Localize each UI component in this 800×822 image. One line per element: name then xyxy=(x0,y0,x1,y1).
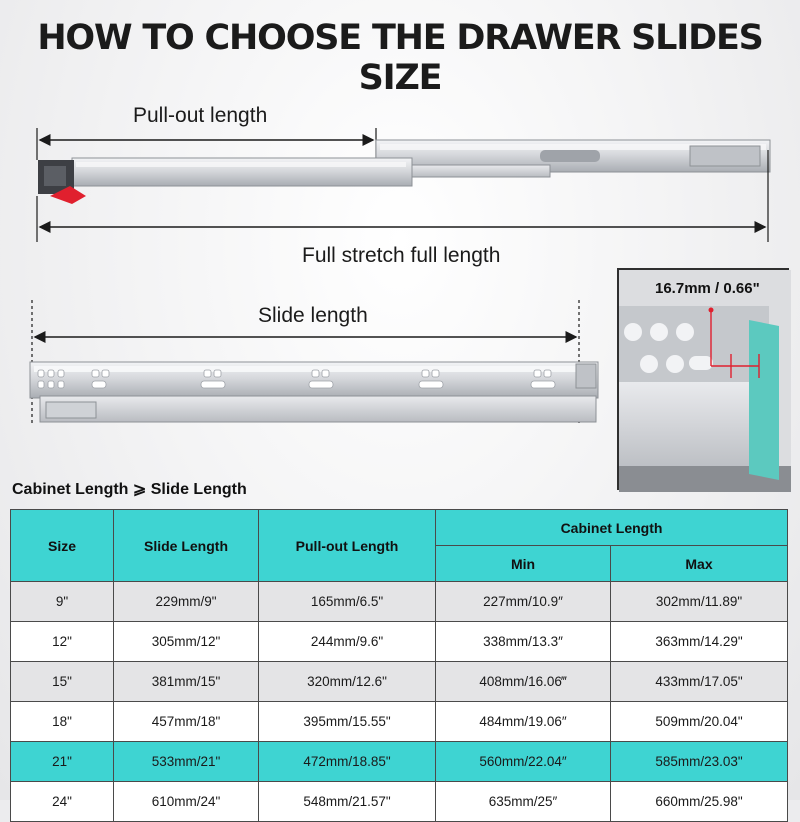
thickness-detail-inset xyxy=(617,268,789,490)
cell-slide: 610mm/24" xyxy=(114,782,259,822)
cell-pull: 395mm/15.55" xyxy=(259,702,436,742)
cell-min: 484mm/19.06″ xyxy=(436,702,611,742)
cell-slide: 229mm/9" xyxy=(114,582,259,622)
cell-max: 585mm/23.03" xyxy=(611,742,788,782)
cell-slide: 381mm/15" xyxy=(114,662,259,702)
col-header-cabinet-length: Cabinet Length xyxy=(436,510,788,546)
cell-min: 635mm/25″ xyxy=(436,782,611,822)
pull-out-dimension xyxy=(37,128,376,160)
col-header-max: Max xyxy=(611,546,788,582)
size-table xyxy=(10,509,788,822)
cell-max: 660mm/25.98" xyxy=(611,782,788,822)
cell-pull: 472mm/18.85" xyxy=(259,742,436,782)
table-row xyxy=(11,662,788,702)
table-row xyxy=(11,582,788,622)
table-row xyxy=(11,702,788,742)
closed-slide xyxy=(30,362,598,422)
cell-pull: 244mm/9.6" xyxy=(259,622,436,662)
cell-min: 338mm/13.3″ xyxy=(436,622,611,662)
table-row-highlighted xyxy=(11,742,788,782)
cell-slide: 305mm/12" xyxy=(114,622,259,662)
cell-size: 9" xyxy=(11,582,114,622)
extended-slide xyxy=(38,140,770,204)
col-header-pull-out: Pull-out Length xyxy=(259,510,436,582)
cell-min: 560mm/22.04″ xyxy=(436,742,611,782)
thickness-label: 16.7mm / 0.66" xyxy=(655,280,760,297)
cell-max: 363mm/14.29" xyxy=(611,622,788,662)
slide-length-label: Slide length xyxy=(258,304,368,327)
table-row xyxy=(11,622,788,662)
cell-max: 433mm/17.05" xyxy=(611,662,788,702)
cell-slide: 533mm/21" xyxy=(114,742,259,782)
cell-max: 509mm/20.04" xyxy=(611,702,788,742)
page-title: HOW TO CHOOSE THE DRAWER SLIDES SIZE xyxy=(37,18,763,98)
col-header-size: Size xyxy=(11,510,114,582)
col-header-min: Min xyxy=(436,546,611,582)
cell-min: 408mm/16.06‴ xyxy=(436,662,611,702)
full-stretch-label: Full stretch full length xyxy=(302,244,501,267)
pull-out-label: Pull-out length xyxy=(133,104,268,127)
cell-size: 24" xyxy=(11,782,114,822)
cell-pull: 548mm/21.57" xyxy=(259,782,436,822)
cell-size: 21" xyxy=(11,742,114,782)
cabinet-note: Cabinet Length ⩾ Slide Length xyxy=(12,481,247,498)
cell-pull: 320mm/12.6" xyxy=(259,662,436,702)
cell-size: 18" xyxy=(11,702,114,742)
cell-size: 12" xyxy=(11,622,114,662)
cell-slide: 457mm/18" xyxy=(114,702,259,742)
cell-pull: 165mm/6.5" xyxy=(259,582,436,622)
thickness-detail-figure xyxy=(619,270,791,492)
table-row xyxy=(11,782,788,822)
cell-max: 302mm/11.89" xyxy=(611,582,788,622)
cell-size: 15" xyxy=(11,662,114,702)
col-header-slide-length: Slide Length xyxy=(114,510,259,582)
cell-min: 227mm/10.9″ xyxy=(436,582,611,622)
